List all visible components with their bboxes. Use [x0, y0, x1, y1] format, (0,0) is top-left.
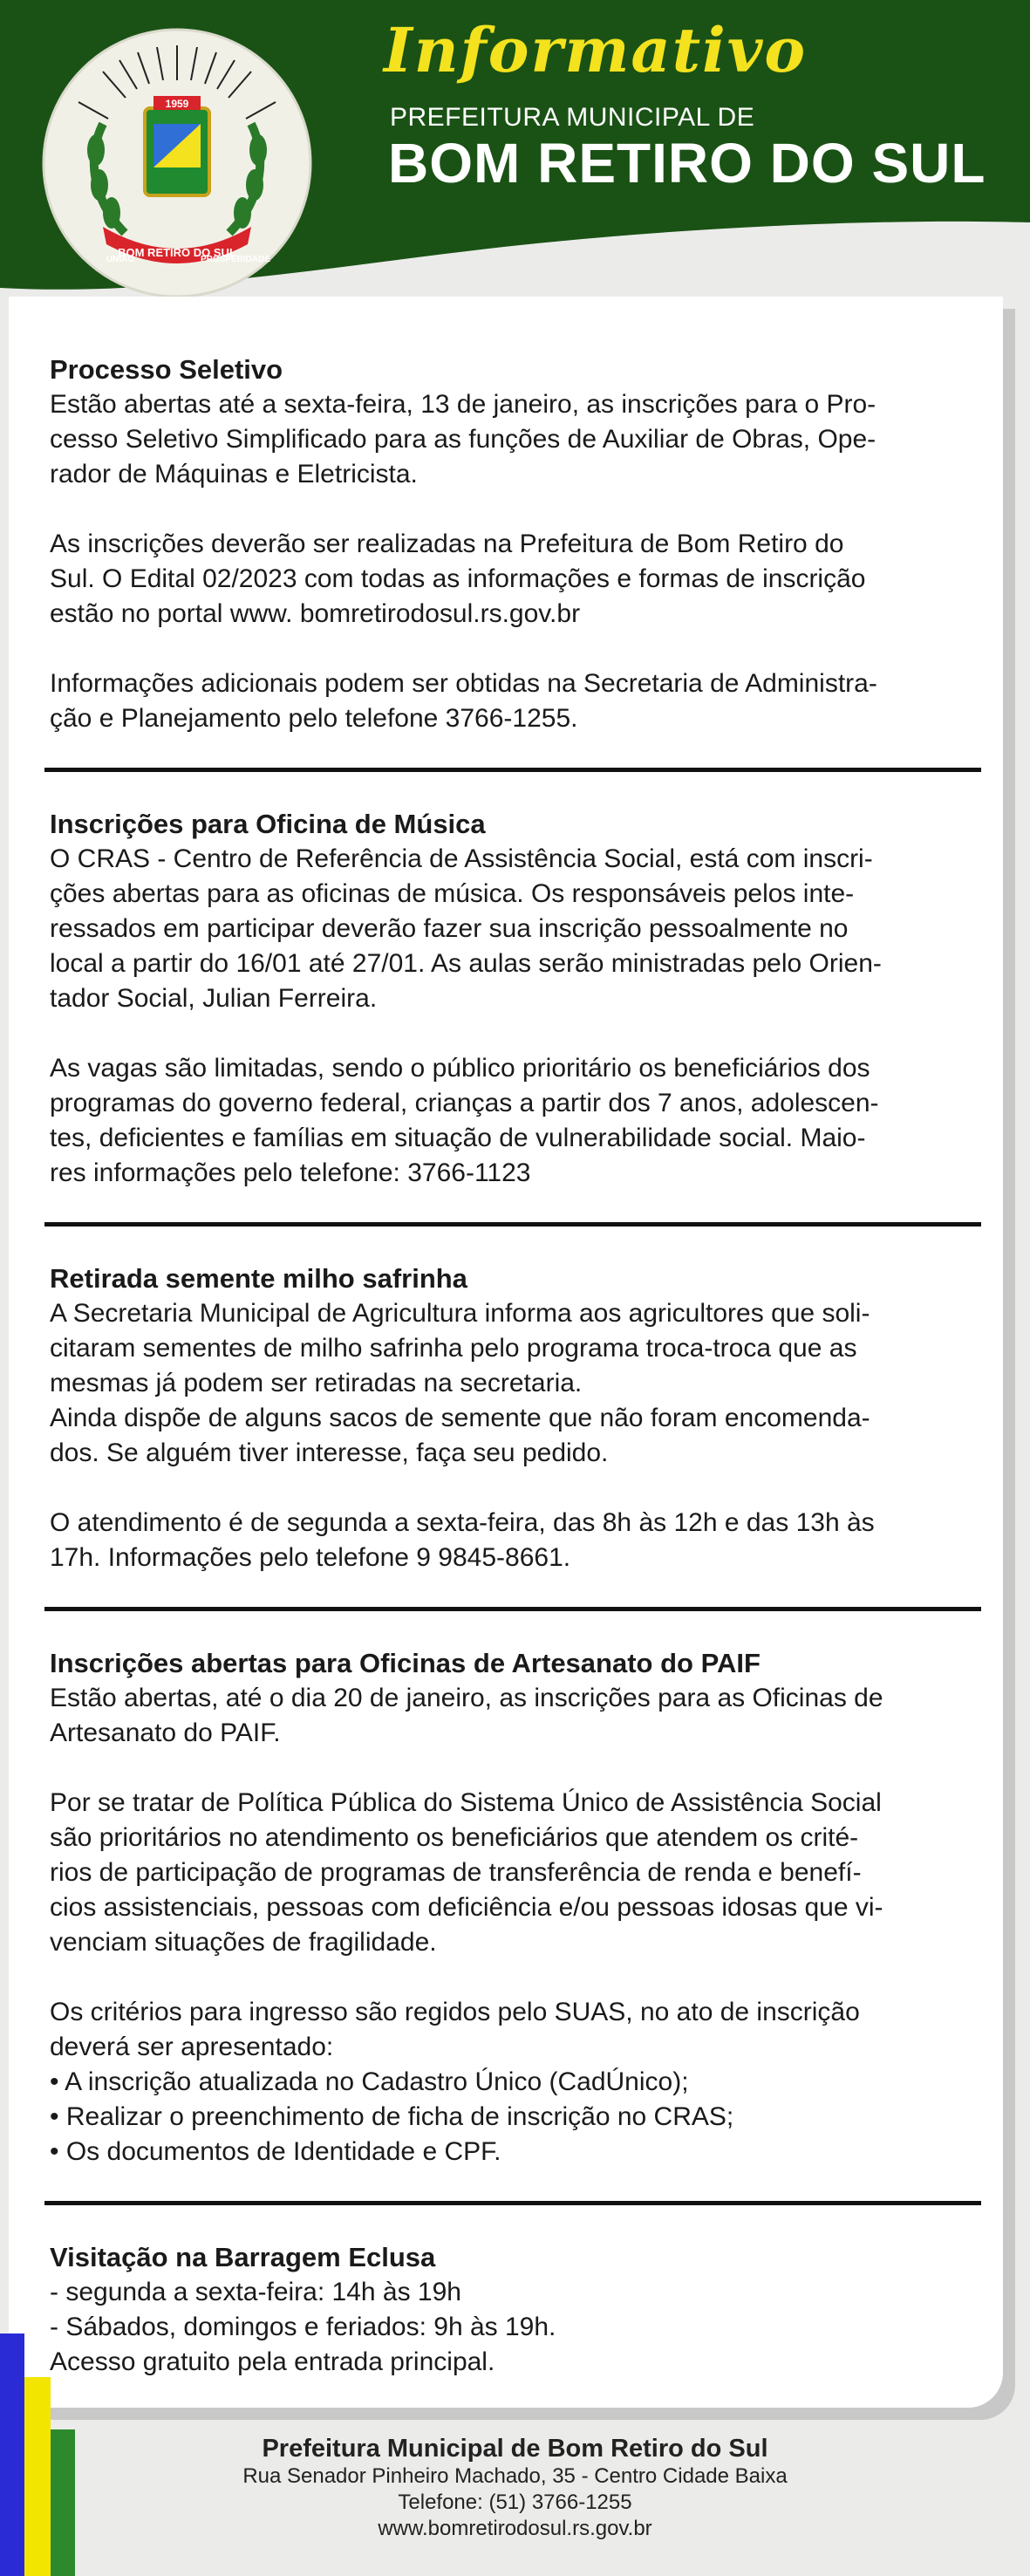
section-divider	[44, 768, 981, 772]
text-line: • A inscrição atualizada no Cadastro Único (CadÚnico);	[50, 2067, 689, 2096]
section-title: Visitação na Barragem Eclusa	[50, 2242, 436, 2272]
text-line: As vagas são limitadas, sendo o público prioritário os beneficiários dos	[50, 1054, 870, 1083]
text-line: cios assistenciais, pessoas com deficiência e/ou pessoas idosas que vi-	[50, 1893, 883, 1922]
text-line: Informações adicionais podem ser obtidas na Secretaria de Administra-	[50, 669, 877, 698]
text-line: Por se tratar de Política Pública do Sistema Único de Assistência Social	[50, 1788, 882, 1817]
text-line: Artesanato do PAIF.	[50, 1718, 281, 1747]
text-line: - segunda a sexta-feira: 14h às 19h	[50, 2278, 461, 2306]
section-title: Processo Seletivo	[50, 354, 283, 385]
svg-text:PROSPERIDADE: PROSPERIDADE	[200, 255, 271, 264]
section-paragraph	[50, 1051, 983, 1191]
text-line: tes, deficientes e famílias em situação de vulnerabilidade social. Maio-	[50, 1124, 866, 1152]
footer-address: Rua Senador Pinheiro Machado, 35 - Centro Cidade Baixa	[242, 2464, 788, 2488]
footer-phone: Telefone: (51) 3766-1255	[398, 2491, 632, 2514]
text-line: • Os documentos de Identidade e CPF.	[50, 2137, 501, 2166]
news-section	[50, 1261, 983, 1575]
text-line: O atendimento é de segunda a sexta-feira, das 8h às 12h e das 13h às	[50, 1508, 875, 1537]
text-line: mesmas já podem ser retiradas na secretaria.	[50, 1369, 583, 1397]
section-title: Inscrições abertas para Oficinas de Artesanato do PAIF	[50, 1648, 761, 1678]
section-paragraph	[50, 1786, 983, 1960]
section-divider	[44, 1607, 981, 1611]
section-paragraph	[50, 1506, 983, 1575]
text-line: Ainda dispõe de alguns sacos de semente que não foram encomenda-	[50, 1404, 870, 1432]
text-line: rador de Máquinas e Eletricista.	[50, 460, 418, 489]
text-line: são prioritários no atendimento os beneficiários que atendem os crité-	[50, 1823, 859, 1852]
text-line: Estão abertas até a sexta-feira, 13 de janeiro, as inscrições para o Pro-	[50, 390, 877, 419]
text-line: Sul. O Edital 02/2023 com todas as informações e formas de inscrição	[50, 564, 866, 593]
text-line: dos. Se alguém tiver interesse, faça seu pedido.	[50, 1438, 609, 1467]
news-content	[50, 352, 983, 2380]
section-paragraph	[50, 1296, 983, 1471]
banner-title: Informativo	[384, 14, 808, 86]
text-line: cesso Seletivo Simplificado para as funções de Auxiliar de Obras, Ope-	[50, 425, 877, 454]
svg-text:1959: 1959	[165, 98, 189, 110]
text-line: res informações pelo telefone: 3766-1123	[50, 1158, 531, 1187]
section-paragraph	[50, 842, 983, 1016]
text-line: rios de participação de programas de transferência de renda e benefí-	[50, 1858, 862, 1887]
section-paragraph	[50, 1681, 983, 1751]
text-line: Os critérios para ingresso são regidos pelo SUAS, no ato de inscrição	[50, 1998, 860, 2026]
text-line: Estão abertas, até o dia 20 de janeiro, as inscrições para as Oficinas de	[50, 1684, 883, 1712]
section-paragraph	[50, 666, 983, 736]
text-line: ções abertas para as oficinas de música. Os responsáveis pelos inte-	[50, 879, 855, 908]
text-line: citaram sementes de milho safrinha pelo programa troca-troca que as	[50, 1334, 857, 1363]
text-line: venciam situações de fragilidade.	[50, 1928, 437, 1957]
section-title: Inscrições para Oficina de Música	[50, 809, 486, 839]
text-line: estão no portal www. bomretirodosul.rs.gov.br	[50, 599, 581, 628]
text-line: O CRAS - Centro de Referência de Assistência Social, está com inscri-	[50, 844, 873, 873]
section-paragraph	[50, 1995, 983, 2169]
municipal-emblem	[42, 28, 312, 298]
text-line: 17h. Informações pelo telefone 9 9845-8661.	[50, 1543, 571, 1572]
news-section	[50, 352, 983, 736]
section-paragraph	[50, 387, 983, 492]
text-line: - Sábados, domingos e feriados: 9h às 19h.	[50, 2313, 556, 2341]
section-divider	[44, 1222, 981, 1227]
header-subtitle: PREFEITURA MUNICIPAL DE	[390, 103, 755, 132]
text-line: ressados em participar deverão fazer sua inscrição pessoalmente no	[50, 914, 849, 943]
section-title: Retirada semente milho safrinha	[50, 1263, 467, 1294]
footer-website[interactable]: www.bomretirodosul.rs.gov.br	[378, 2517, 652, 2540]
text-line: deverá ser apresentado:	[50, 2033, 334, 2061]
city-name: BOM RETIRO DO SUL	[388, 132, 986, 195]
svg-text:UNIÃO: UNIÃO	[106, 255, 135, 264]
text-line: ção e Planejamento pelo telefone 3766-1255.	[50, 704, 578, 733]
footer	[0, 2434, 1030, 2542]
text-line: • Realizar o preenchimento de ficha de inscrição no CRAS;	[50, 2102, 734, 2131]
header	[0, 0, 1030, 314]
news-section	[50, 1646, 983, 2169]
text-line: Acesso gratuito pela entrada principal.	[50, 2347, 495, 2376]
section-divider	[44, 2201, 981, 2205]
text-line: A Secretaria Municipal de Agricultura informa aos agricultores que soli-	[50, 1299, 870, 1328]
section-paragraph	[50, 2275, 983, 2380]
news-section	[50, 807, 983, 1191]
svg-text:BOM RETIRO DO SUL: BOM RETIRO DO SUL	[118, 246, 236, 259]
section-paragraph	[50, 527, 983, 632]
text-line: local a partir do 16/01 até 27/01. As aulas serão ministradas pelo Orien-	[50, 949, 882, 978]
text-line: As inscrições deverão ser realizadas na Prefeitura de Bom Retiro do	[50, 530, 844, 558]
text-line: tador Social, Julian Ferreira.	[50, 984, 378, 1013]
footer-title: Prefeitura Municipal de Bom Retiro do Sul	[262, 2435, 768, 2463]
text-line: programas do governo federal, crianças a partir dos 7 anos, adolescen-	[50, 1089, 879, 1117]
news-section	[50, 2240, 983, 2380]
